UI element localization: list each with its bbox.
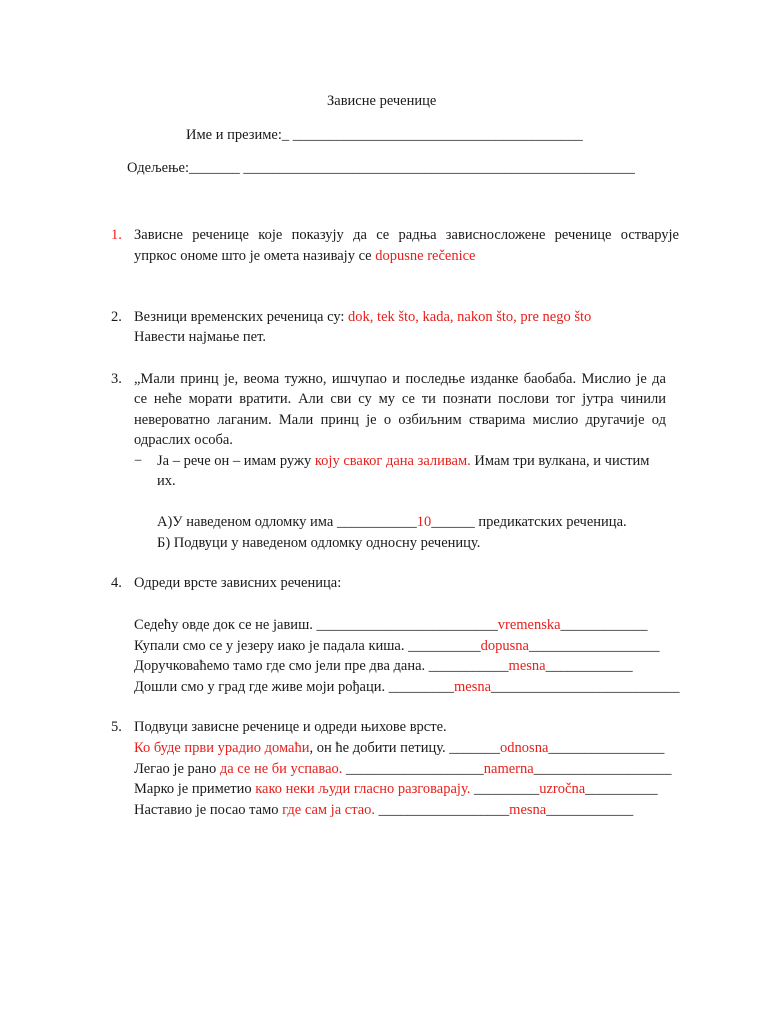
q5-row-answer: odnosna (500, 740, 549, 756)
q5-row-tail: ___________________ (533, 761, 672, 777)
q4-row-answer: vremenska (497, 617, 561, 633)
q5-row-lead: Легао је рано (134, 761, 220, 777)
q5-title: Подвуци зависне реченице и одреди њихове врсте. (134, 719, 447, 735)
q1-text: упркос ономе што је омета називају се (134, 248, 376, 264)
q5-row (134, 761, 671, 778)
q3-paragraph-line3: невероватно лаганим. Мали принц је о озбиљним стварима мислио другачије од (134, 412, 666, 428)
page-title: Зависне реченице (327, 93, 437, 109)
q3-dialogue-text-after: Имам три вулкана, и чистим (470, 453, 650, 469)
q3-paragraph-line2: се неће морати вратити. Али сви су му се ти познати послови тог јутра чинили (134, 391, 666, 407)
q4-number: 4. (111, 575, 122, 591)
q5-row-clause: где сам ја стао. (282, 802, 376, 818)
q3-task-a-answer: 10 (416, 514, 432, 530)
q3-dialogue-line1 (157, 453, 649, 470)
q3-task-a-tail: ______ предикатских реченица. (431, 514, 627, 530)
q4-row-text: Купали смо се у језеру иако је падала киша. __________ (134, 638, 481, 654)
q4-row-text: Седећу овде док се не јавиш. _________________________ (134, 617, 498, 633)
q1-line2 (134, 248, 476, 265)
q2-line2: Навести најмање пет. (134, 329, 266, 345)
q3-paragraph-line4: одраслих особа. (134, 432, 233, 448)
q5-row-tail: ____________ (546, 802, 634, 818)
q5-row-clause: да се не би успавао. (219, 761, 343, 777)
q5-row-clause: Ко буде први урадио домаћи (134, 740, 310, 756)
class-label: Одељење: (127, 160, 190, 176)
q4-row-tail: ____________ (545, 658, 633, 674)
q5-row-answer: mesna (509, 802, 547, 818)
q5-row-text: __________________ (375, 802, 510, 818)
q4-row (134, 679, 680, 696)
q5-row-text: ___________________ (342, 761, 484, 777)
q3-dialogue-text: Ја – рече он – имам ружу (157, 453, 315, 469)
q2-number: 2. (111, 309, 122, 325)
q4-row (134, 617, 648, 634)
q4-row-text: Дошли смо у град где живе моји рођаци. _________ (134, 679, 454, 695)
name-blank: _ ________________________________________ (281, 127, 583, 143)
q2-answer: dok, tek što, kada, nakon što, pre nego što (348, 309, 592, 325)
q5-row-clause: како неки људи гласно разговарају. (255, 781, 471, 797)
q3-task-a-text: А)У наведеном одломку има ___________ (157, 514, 417, 530)
q4-row-tail: __________________ (528, 638, 660, 654)
q2-text: Везници временских реченица су: (134, 309, 349, 325)
q3-dialogue-answer: коју сваког дана заливам. (314, 453, 471, 469)
name-field (186, 127, 583, 144)
q4-row-tail: ____________ (560, 617, 648, 633)
name-label: Име и презиме: (186, 127, 282, 143)
q5-row-tail: __________ (585, 781, 658, 797)
q4-row-answer: dopusna (480, 638, 529, 654)
q5-number: 5. (111, 719, 122, 735)
q3-number: 3. (111, 371, 122, 387)
q1-answer: dopusne rečenice (375, 248, 476, 264)
class-blank: _______ ______________________________________________________ (189, 160, 635, 176)
q4-row-tail: __________________________ (491, 679, 680, 695)
q4-row-answer: mesna (508, 658, 546, 674)
q3-task-b: Б) Подвуци у наведеном одломку односну реченицу. (157, 535, 481, 551)
q4-row-answer: mesna (453, 679, 492, 695)
q5-row-text: _________ (470, 781, 540, 797)
q5-row (134, 802, 633, 819)
q3-dialogue-line2: их. (157, 473, 176, 489)
q5-row-tail: ________________ (548, 740, 665, 756)
q4-row-text: Доручковаћемо тамо где смо јели пре два дана. ___________ (134, 658, 509, 674)
q3-task-a (157, 514, 627, 531)
q1-line1: Зависне реченице које показују да се радња зависносложене реченице остварује (134, 227, 679, 243)
q3-dash: − (134, 453, 143, 469)
q5-row (134, 781, 658, 798)
q5-row-text: , он ће добити петицу. _______ (309, 740, 501, 756)
q3-paragraph-line1: „Мали принц је, веома тужно, ишчупао и последње изданке баобаба. Мислио је да (134, 371, 666, 387)
q5-row-lead: Наставио је посао тамо (134, 802, 283, 818)
q1-number: 1. (111, 227, 122, 243)
q5-row-answer: uzročna (539, 781, 586, 797)
q2-line1 (134, 309, 591, 326)
q5-row-answer: namerna (483, 761, 534, 777)
q4-title: Одреди врсте зависних реченица: (134, 575, 342, 591)
q4-row (134, 638, 659, 655)
class-field (127, 160, 635, 177)
q5-row-lead: Марко је приметио (134, 781, 256, 797)
q4-row (134, 658, 633, 675)
q5-row (134, 740, 664, 757)
